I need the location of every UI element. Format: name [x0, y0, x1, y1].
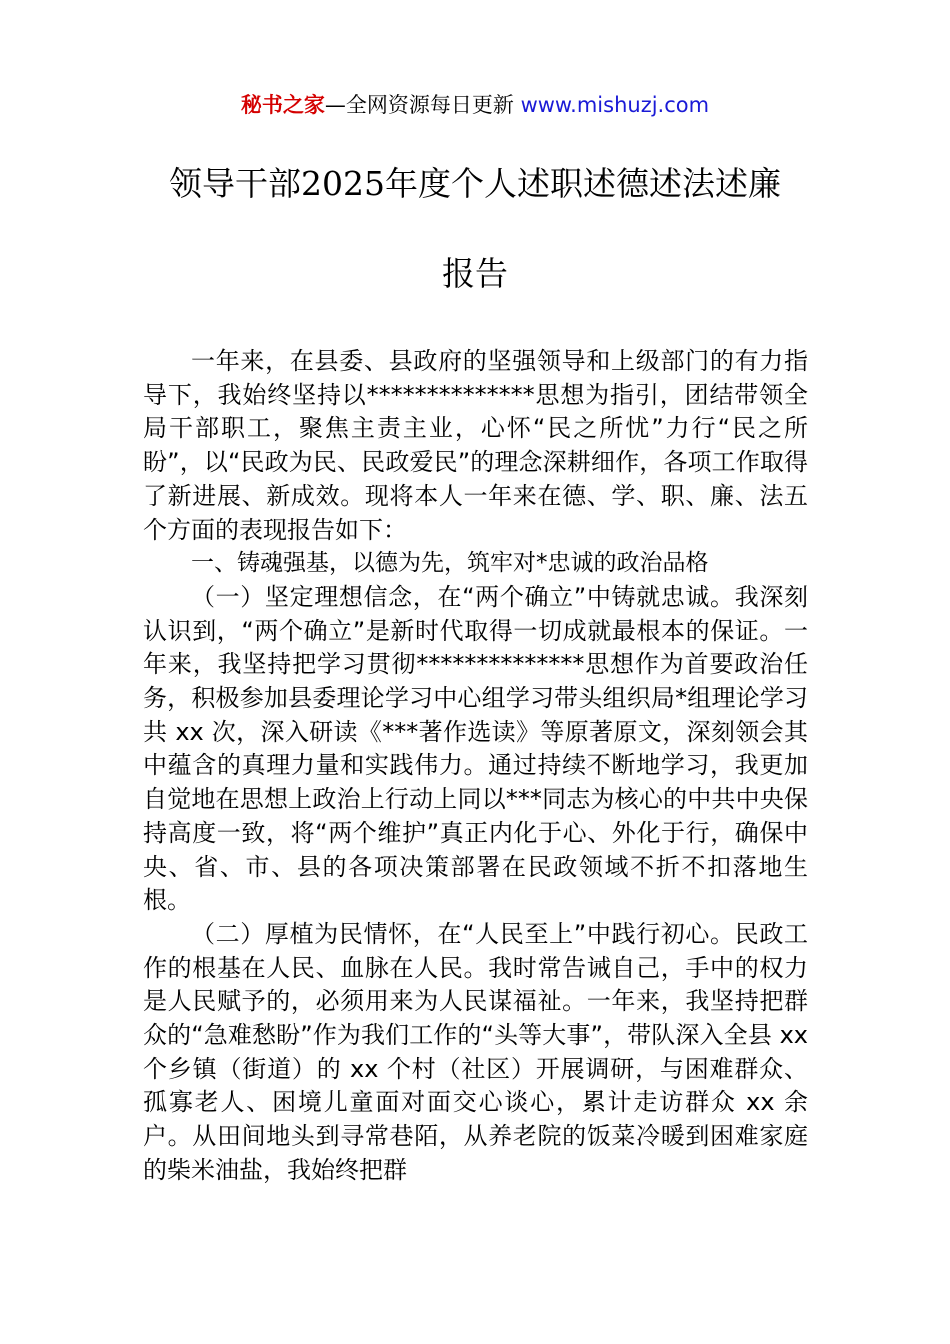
site-url-link[interactable]: www.mishuzj.com: [520, 93, 710, 117]
section-heading-1: 一、铸魂强基，以德为先，筑牢对*忠诚的政治品格: [191, 550, 709, 577]
subsection-paragraph-1: （一）坚定理想信念，在“两个确立”中铸就忠诚。我深刻认识到，“两个确立”是新时代取得一切成就最根本的保证。一年来，我坚持把学习贯彻**************思想作为首要政治任务，积极参加县委理论学习中心组学习带头组织局*组理论学习共 xx 次，深入研读《***著作选读》等原著原文，深刻领会其中蕴含的真理力量和实践伟力。通过持续不断地学习，我更加自觉地在思想上政治上行动上同以***同志为核心的中共中央保持高度一致，将“两个维护”真正内化于心、外化于行，确保中央、省、市、县的各项决策部署在民政领域不折不扣落地生根。: [143, 582, 808, 915]
document-title-line-2: 报告: [442, 254, 508, 293]
document-title: [0, 160, 950, 297]
document-body: [143, 345, 808, 1188]
site-tagline: —全网资源每日更新: [324, 93, 521, 117]
site-name: 秘书之家: [240, 93, 325, 117]
document-title-line-1: 领导干部2025年度个人述职述德述法述廉: [169, 164, 781, 203]
intro-paragraph: 一年来，在县委、县政府的坚强领导和上级部门的有力指导下，我始终坚持以**************思想为指引，团结带领全局干部职工，聚焦主责主业，心怀“民之所忧”力行“民之所盼”，以“民政为民、民政爱民”的理念深耕细作，各项工作取得了新进展、新成效。现将本人一年来在德、学、职、廉、法五个方面的表现报告如下：: [143, 347, 808, 544]
subsection-paragraph-2: （二）厚植为民情怀，在“人民至上”中践行初心。民政工作的根基在人民、血脉在人民。我时常告诫自己，手中的权力是人民赋予的，必须用来为人民谋福祉。一年来，我坚持把群众的“急难愁盼”作为我们工作的“头等大事”，带队深入全县 xx 个乡镇（街道）的 xx 个村（社区）开展调研，与困难群众、孤寡老人、困境儿童面对面交心谈心，累计走访群众 xx 余户。从田间地头到寻常巷陌，从养老院的饭菜冷暖到困难家庭的柴米油盐，我始终把群: [143, 919, 808, 1184]
site-header: [0, 88, 950, 122]
